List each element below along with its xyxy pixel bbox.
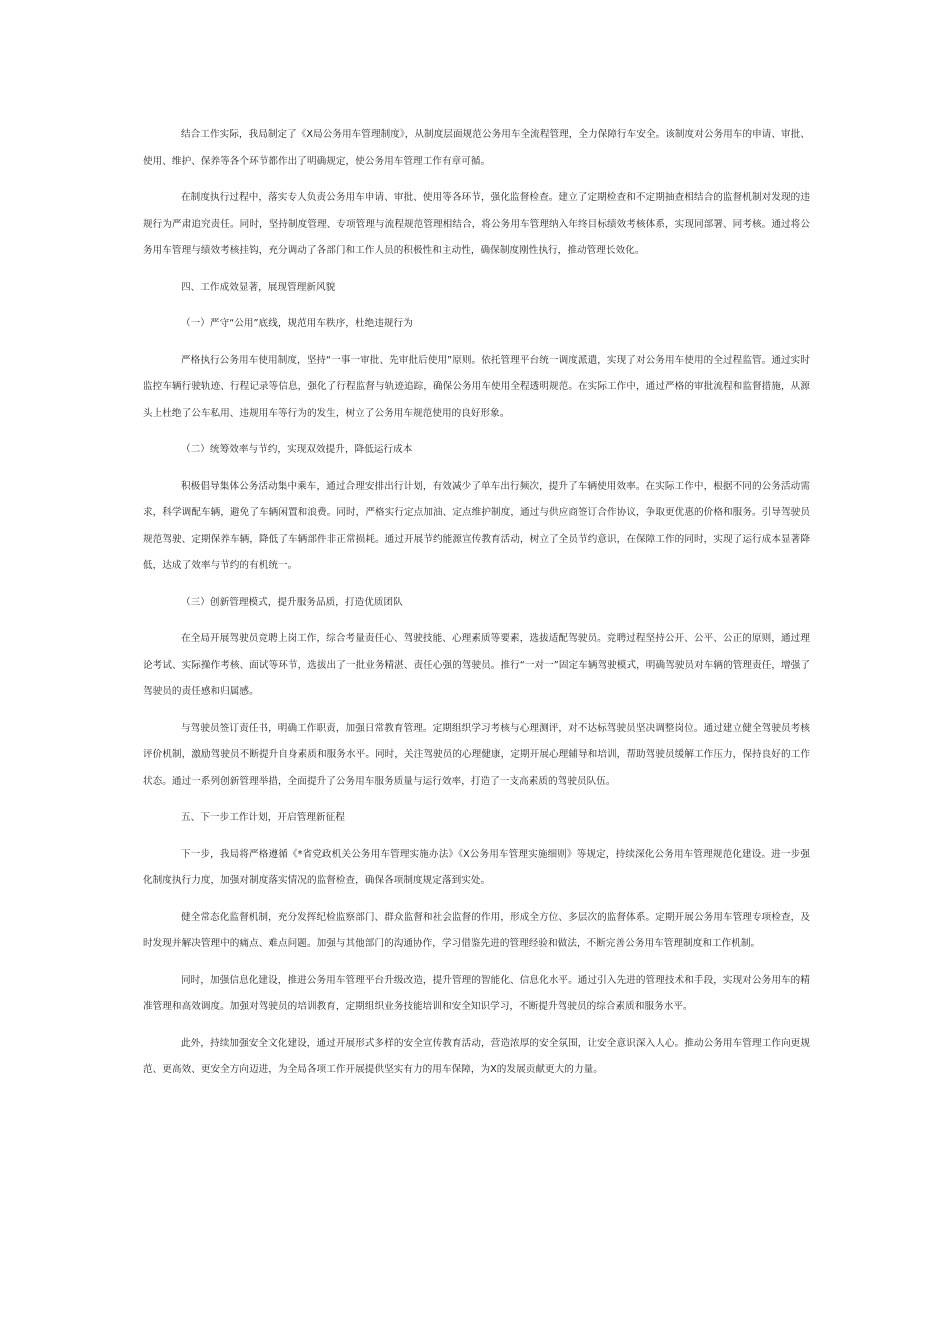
subsection-heading: （二）统筹效率与节约，实现双效提升，降低运行成本: [181, 444, 413, 455]
body-paragraph: 与驾驶员签订责任书，明确工作职责，加强日常教育管理。定期组织学习考核与心理测评，对不达标驾驶员坚决调整岗位。通过建立健全驾驶员考核评价机制，激励驾驶员不断提升自身素质和服务水平。同时，关注驾驶员的心理健康，定期开展心理辅导和培训，帮助驾驶员缓解工作压力，保持良好的工作状态。通过一系列创新管理举措，全面提升了公务用车服务质量与运行效率，打造了一支高素质的驾驶员队伍。: [143, 722, 810, 787]
body-paragraph: 在全局开展驾驶员竞聘上岗工作，综合考量责任心、驾驶技能、心理素质等要素，选拔适配驾驶员。竞聘过程坚持公开、公平、公正的原则，通过理论考试、实际操作考核、面试等环节，选拔出了一批业务精湛、责任心强的驾驶员。推行“一对一”固定车辆驾驶模式，明确驾驶员对车辆的管理责任，增强了驾驶员的责任感和归属感。: [143, 633, 810, 697]
subsection-heading: （一）严守“公用”底线，规范用车秩序，杜绝违规行为: [181, 318, 413, 329]
body-paragraph: 积极倡导集体公务活动集中乘车，通过合理安排出行计划，有效减少了单车出行频次，提升了车辆使用效率。在实际工作中，根据不同的公务活动需求，科学调配车辆，避免了车辆闲置和浪费。同时，严格实行定点加油、定点维护制度，通过与供应商签订合作协议，争取更优惠的价格和服务。引导驾驶员规范驾驶、定期保养车辆，降低了车辆部件非正常损耗。通过开展节约能源宣传教育活动，树立了全员节约意识，在保障工作的同时，实现了运行成本显著降低，达成了效率与节约的有机统一。: [143, 480, 810, 571]
body-paragraph: 同时，加强信息化建设，推进公务用车管理平台升级改造，提升管理的智能化、信息化水平。通过引入先进的管理技术和手段，实现对公务用车的精准管理和高效调度。加强对驾驶员的培训教育，定期组织业务技能培训和安全知识学习，不断提升驾驶员的综合素质和服务水平。: [143, 974, 810, 1012]
body-paragraph: 严格执行公务用车使用制度，坚持“一事一审批、先审批后使用”原则。依托管理平台统一调度派遣，实现了对公务用车使用的全过程监管。通过实时监控车辆行驶轨迹、行程记录等信息，强化了行程监督与轨迹追踪，确保公务用车使用全程透明规范。在实际工作中，通过严格的审批流程和监督措施，从源头上杜绝了公车私用、违规用车等行为的发生，树立了公务用车规范使用的良好形象。: [143, 354, 810, 419]
body-paragraph: 下一步，我局将严格遵循《*省党政机关公务用车管理实施办法》《X公务用车管理实施细则》等规定，持续深化公务用车管理规范化建设。进一步强化制度执行力度，加强对制度落实情况的监督检查，确保各项制度规定落到实处。: [143, 848, 810, 886]
body-paragraph: 此外，持续加强安全文化建设，通过开展形式多样的安全宣传教育活动，营造浓厚的安全氛围，让安全意识深入人心。推动公务用车管理工作向更规范、更高效、更安全方向迈进，为全局各项工作开展提供坚实有力的用车保障，为X的发展贡献更大的力量。: [143, 1037, 810, 1075]
body-paragraph: 健全常态化监督机制，充分发挥纪检监察部门、群众监督和社会监督的作用，形成全方位、多层次的监督体系。定期开展公务用车管理专项检查，及时发现并解决管理中的痛点、难点问题。加强与其他部门的沟通协作，学习借鉴先进的管理经验和做法，不断完善公务用车管理制度和工作机制。: [143, 911, 810, 949]
section-heading: 四、工作成效显著，展现管理新风貌: [181, 281, 336, 293]
document-body: [143, 122, 810, 1094]
body-paragraph: 结合工作实际，我局制定了《X局公务用车管理制度》，从制度层面规范公务用车全流程管理，全力保障行车安全。该制度对公务用车的申请、审批、使用、维护、保养等各个环节都作出了明确规定，使公务用车管理工作有章可循。: [143, 129, 810, 167]
body-paragraph: 在制度执行过程中，落实专人负责公务用车申请、审批、使用等各环节，强化监督检查。建立了定期检查和不定期抽查相结合的监督机制对发现的违规行为严肃追究责任。同时，坚持制度管理、专项管理与流程规范管理相结合，将公务用车管理纳入年终目标绩效考核体系，实现同部署、同考核。通过将公务用车管理与绩效考核挂钩，充分调动了各部门和工作人员的积极性和主动性，确保制度刚性执行，推动管理长效化。: [143, 192, 810, 256]
subsection-heading: （三）创新管理模式，提升服务品质，打造优质团队: [181, 596, 403, 608]
section-heading: 五、下一步工作计划，开启管理新征程: [181, 812, 345, 823]
